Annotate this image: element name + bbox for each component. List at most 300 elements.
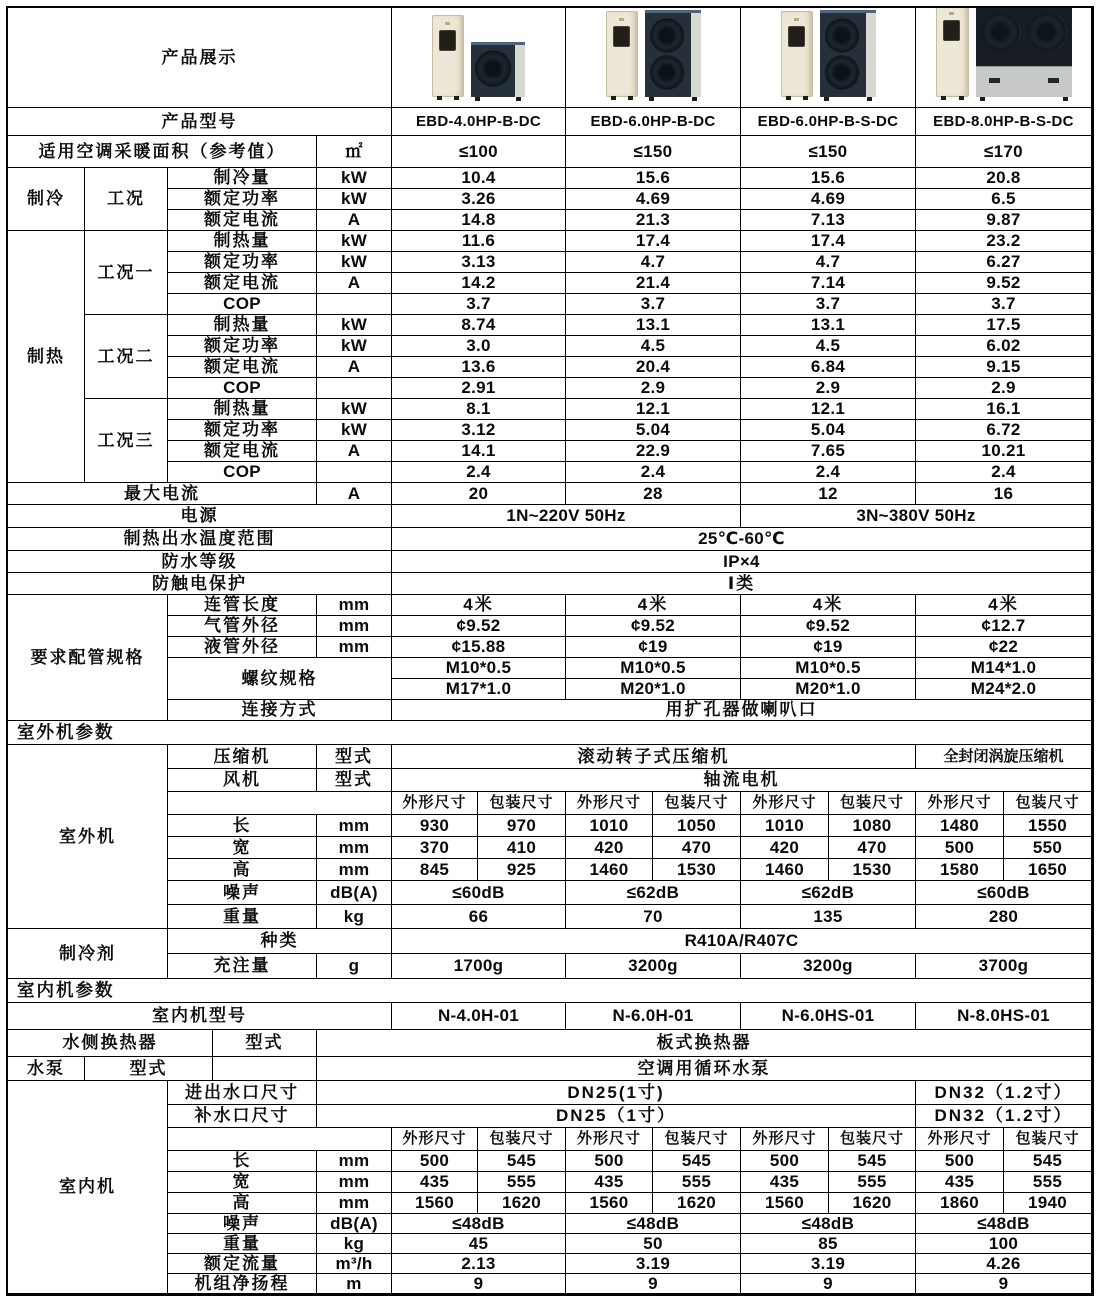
product-model-row-c5: EBD-4.0HP-B-DC — [392, 108, 566, 136]
pipe-port-icon — [989, 78, 1000, 83]
outdoor-height-row-c4: mm — [317, 859, 392, 881]
product-image-3 — [741, 8, 915, 107]
outdoor-width-row-c12: 550 — [1004, 837, 1092, 859]
gas-pipe-od-row-c11: ¢12.7 — [916, 616, 1092, 637]
indoor-noise-row-c11: ≤48dB — [916, 1214, 1092, 1234]
heating2-rated-power-row-c2: 额定功率 — [168, 336, 317, 357]
outdoor-length-row-c4: mm — [317, 815, 392, 837]
rated-flow-row-c11: 4.26 — [916, 1254, 1092, 1274]
heating1-rated-power-row-c7: 4.7 — [566, 252, 741, 273]
heating3-cop-row-c2: COP — [168, 462, 317, 483]
outdoor-width-row-c11: 500 — [916, 837, 1004, 859]
heating2-rated-current-row-c11: 9.15 — [916, 357, 1092, 378]
pump-head-row-c2: 机组净扬程 — [168, 1274, 317, 1294]
compressor-row-c5: 滚动转子式压缩机 — [392, 745, 916, 769]
heating1-rated-current-row-c4: A — [317, 273, 392, 294]
water-heat-exchanger-row-c0: 水侧换热器 — [8, 1030, 213, 1057]
heating3-rated-power-row-c7: 5.04 — [566, 420, 741, 441]
indoor-height-row-c8: 1620 — [653, 1193, 741, 1214]
heating1-rated-current-row-c9: 7.14 — [741, 273, 916, 294]
thread-spec-row-2-c5: M17*1.0 — [392, 679, 566, 700]
outdoor-width-row-c9: 420 — [741, 837, 829, 859]
indoor-weight-row-c7: 50 — [566, 1234, 741, 1254]
indoor-length-row-c11: 500 — [916, 1151, 1004, 1172]
heating1-cop-row-c11: 3.7 — [916, 294, 1092, 315]
heating1-capacity-row-c9: 17.4 — [741, 231, 916, 252]
product-model-row-c11: EBD-8.0HP-B-S-DC — [916, 108, 1092, 136]
heating3-cop-row-c11: 2.4 — [916, 462, 1092, 483]
indoor-length-row-c5: 500 — [392, 1151, 478, 1172]
heating2-rated-current-row-c9: 6.84 — [741, 357, 916, 378]
water-inlet-outlet-row-c2: 进出水口尺寸 — [168, 1081, 317, 1105]
indoor-dims-header-row-c11: 外形尺寸 — [916, 1128, 1004, 1151]
fan-motor-row-c5: 轴流电机 — [392, 769, 1092, 792]
outlet-water-temp-row-c5: 25℃-60℃ — [392, 528, 1092, 551]
heating2-capacity-row-c9: 13.1 — [741, 315, 916, 336]
cooling-capacity-row-c4: kW — [317, 168, 392, 189]
outdoor-weight-row-c2: 重量 — [168, 905, 317, 929]
fan-icon — [981, 12, 1021, 52]
heating3-capacity-row-c1: 工况三 — [85, 399, 168, 483]
outdoor-width-row-c8: 470 — [653, 837, 741, 859]
indoor-noise-row-c5: ≤48dB — [392, 1214, 566, 1234]
refrigerant-charge-row-c9: 3200g — [741, 954, 916, 979]
water-pump-row-c4: 空调用循环水泵 — [317, 1057, 1092, 1081]
outdoor-dims-header-row-c6: 包装尺寸 — [478, 792, 566, 815]
heating3-rated-current-row-c9: 7.65 — [741, 441, 916, 462]
indoor-unit-icon — [936, 8, 969, 97]
product-image-cell-4 — [916, 8, 1092, 108]
thread-spec-row-1-c2: 螺纹规格 — [168, 658, 392, 700]
max-current-row-c0: 最大电流 — [8, 483, 317, 505]
heating2-cop-row-c11: 2.9 — [916, 378, 1092, 399]
outdoor-height-row-c10: 1530 — [829, 859, 916, 881]
indoor-model-row-c9: N-6.0HS-01 — [741, 1003, 916, 1030]
outdoor-height-row-c2: 高 — [168, 859, 317, 881]
heating2-rated-power-row-c5: 3.0 — [392, 336, 566, 357]
heating1-capacity-row-c7: 17.4 — [566, 231, 741, 252]
indoor-dims-header-row-c8: 包装尺寸 — [653, 1128, 741, 1151]
water-pump-row-c1: 型式 — [85, 1057, 213, 1081]
outdoor-height-row-c5: 845 — [392, 859, 478, 881]
heating2-rated-power-row-c9: 4.5 — [741, 336, 916, 357]
product-model-label: 产品型号 — [8, 108, 392, 136]
outdoor-dims-header-row-c9: 外形尺寸 — [741, 792, 829, 815]
pump-head-row-c4: m — [317, 1274, 392, 1294]
heating3-cop-row-c5: 2.4 — [392, 462, 566, 483]
indoor-unit-icon — [606, 11, 638, 97]
cooling-rated-current-row-c7: 21.3 — [566, 210, 741, 231]
outdoor-unit-icon — [976, 8, 1072, 97]
product-image-cell-3 — [741, 8, 916, 108]
heating1-rated-power-row-c5: 3.13 — [392, 252, 566, 273]
cooling-rated-current-row-c5: 14.8 — [392, 210, 566, 231]
heating2-cop-row-c9: 2.9 — [741, 378, 916, 399]
waterproof-rating-row-c0: 防水等级 — [8, 551, 392, 573]
heating3-rated-power-row-c2: 额定功率 — [168, 420, 317, 441]
outdoor-length-row-c8: 1050 — [653, 815, 741, 837]
outdoor-noise-row-c4: dB(A) — [317, 881, 392, 905]
base-panel — [976, 66, 1072, 97]
display-panel-icon — [439, 30, 456, 51]
pipe-length-row-c2: 连管长度 — [168, 595, 317, 616]
shock-protection-row-c5: Ⅰ类 — [392, 573, 1092, 595]
outdoor-noise-row-c2: 噪声 — [168, 881, 317, 905]
heating-area-row-c0: 适用空调采暖面积（参考值） — [8, 136, 317, 168]
outdoor-width-row-c4: mm — [317, 837, 392, 859]
indoor-length-row-c7: 500 — [566, 1151, 653, 1172]
outdoor-unit-icon — [471, 42, 525, 97]
indoor-length-row-c10: 545 — [829, 1151, 916, 1172]
outdoor-width-row-c5: 370 — [392, 837, 478, 859]
outdoor-height-row-c9: 1460 — [741, 859, 829, 881]
heating-area-row-c4: ㎡ — [317, 136, 392, 168]
heating1-capacity-row-c11: 23.2 — [916, 231, 1092, 252]
indoor-height-row-c2: 高 — [168, 1193, 317, 1214]
pump-head-row-c9: 9 — [741, 1274, 916, 1294]
liquid-pipe-od-row-c9: ¢19 — [741, 637, 916, 658]
heating1-capacity-row-c2: 制热量 — [168, 231, 317, 252]
heating-area-row-c11: ≤170 — [916, 136, 1092, 168]
water-inlet-outlet-row-c11: DN32（1.2寸） — [916, 1081, 1092, 1105]
heating2-rated-current-row-c5: 13.6 — [392, 357, 566, 378]
heating1-rated-current-row-c2: 额定电流 — [168, 273, 317, 294]
heating3-rated-power-row-c4: kW — [317, 420, 392, 441]
max-current-row-c5: 20 — [392, 483, 566, 505]
indoor-unit-group-label: 室内机 — [8, 1081, 168, 1294]
outdoor-weight-row-c7: 70 — [566, 905, 741, 929]
indoor-noise-row-c4: dB(A) — [317, 1214, 392, 1234]
thread-spec-row-2-c9: M20*1.0 — [741, 679, 916, 700]
indoor-model-row-c7: N-6.0H-01 — [566, 1003, 741, 1030]
cooling-rated-current-row-c11: 9.87 — [916, 210, 1092, 231]
power-supply-row-c0: 电源 — [8, 505, 392, 528]
heating3-rated-power-row-c9: 5.04 — [741, 420, 916, 441]
outdoor-dims-header-row-c8: 包装尺寸 — [653, 792, 741, 815]
liquid-pipe-od-row-c11: ¢22 — [916, 637, 1092, 658]
product-model-row-c9: EBD-6.0HP-B-S-DC — [741, 108, 916, 136]
heating2-rated-power-row-c4: kW — [317, 336, 392, 357]
logo-mark-icon — [619, 18, 624, 21]
compressor-row-c4: 型式 — [317, 745, 392, 769]
heating3-rated-power-row-c11: 6.72 — [916, 420, 1092, 441]
max-current-row-c4: A — [317, 483, 392, 505]
outdoor-length-row-c10: 1080 — [829, 815, 916, 837]
refrigerant-charge-row-c2: 充注量 — [168, 954, 317, 979]
outdoor-unit-icon — [645, 10, 701, 97]
outdoor-dims-header-row-c10: 包装尺寸 — [829, 792, 916, 815]
cooling-rated-power-row-c7: 4.69 — [566, 189, 741, 210]
heating1-rated-power-row-c9: 4.7 — [741, 252, 916, 273]
outdoor-noise-row-c11: ≤60dB — [916, 881, 1092, 905]
product-model-row-c7: EBD-6.0HP-B-DC — [566, 108, 741, 136]
indoor-dims-header-row-c6: 包装尺寸 — [478, 1128, 566, 1151]
indoor-length-row-c9: 500 — [741, 1151, 829, 1172]
outdoor-height-row-c11: 1580 — [916, 859, 1004, 881]
display-panel-icon — [943, 20, 960, 41]
cooling-capacity-row-c7: 15.6 — [566, 168, 741, 189]
rated-flow-row-c9: 3.19 — [741, 1254, 916, 1274]
fan-icon — [650, 55, 685, 90]
heating3-rated-current-row-c5: 14.1 — [392, 441, 566, 462]
water-heat-exchanger-row-c4: 板式换热器 — [317, 1030, 1092, 1057]
indoor-section-title: 室内机参数 — [8, 979, 1092, 1003]
outdoor-length-row-c7: 1010 — [566, 815, 653, 837]
thread-spec-row-2-c11: M24*2.0 — [916, 679, 1092, 700]
liquid-pipe-od-row-c4: mm — [317, 637, 392, 658]
heating1-rated-current-row-c7: 21.4 — [566, 273, 741, 294]
outdoor-length-row-c12: 1550 — [1004, 815, 1092, 837]
cooling-rated-current-row-c2: 额定电流 — [168, 210, 317, 231]
outdoor-section-title: 室外机参数 — [8, 721, 1092, 745]
indoor-width-row-c8: 555 — [653, 1172, 741, 1193]
gas-pipe-od-row-c7: ¢9.52 — [566, 616, 741, 637]
indoor-length-row-c6: 545 — [478, 1151, 566, 1172]
logo-mark-icon — [445, 22, 450, 25]
max-current-row-c11: 16 — [916, 483, 1092, 505]
outdoor-length-row-c5: 930 — [392, 815, 478, 837]
indoor-dims-header-row-c5: 外形尺寸 — [392, 1128, 478, 1151]
water-heat-exchanger-row-c3: 型式 — [213, 1030, 317, 1057]
cooling-capacity-row-c2: 制冷量 — [168, 168, 317, 189]
indoor-width-row-c10: 555 — [829, 1172, 916, 1193]
indoor-dims-header-row-c2 — [168, 1128, 392, 1151]
outdoor-height-row-c12: 1650 — [1004, 859, 1092, 881]
heating1-rated-current-row-c5: 14.2 — [392, 273, 566, 294]
pipe-length-row-c5: 4米 — [392, 595, 566, 616]
indoor-dims-header-row-c12: 包装尺寸 — [1004, 1128, 1092, 1151]
heating1-capacity-row-c1: 工况一 — [85, 231, 168, 315]
product-image-2 — [566, 8, 740, 107]
heating2-cop-row-c4 — [317, 378, 392, 399]
gas-pipe-od-row-c5: ¢9.52 — [392, 616, 566, 637]
outdoor-noise-row-c9: ≤62dB — [741, 881, 916, 905]
fan-motor-row-c2: 风机 — [168, 769, 317, 792]
refrigerant-group-label: 制冷剂 — [8, 929, 168, 979]
thread-spec-row-1-c9: M10*0.5 — [741, 658, 916, 679]
heating2-cop-row-c2: COP — [168, 378, 317, 399]
thread-spec-row-1-c5: M10*0.5 — [392, 658, 566, 679]
gas-pipe-od-row-c9: ¢9.52 — [741, 616, 916, 637]
indoor-height-row-c7: 1560 — [566, 1193, 653, 1214]
cooling-capacity-row-c9: 15.6 — [741, 168, 916, 189]
indoor-model-row-c0: 室内机型号 — [8, 1003, 392, 1030]
outdoor-dims-header-row-c7: 外形尺寸 — [566, 792, 653, 815]
indoor-unit-icon — [432, 15, 464, 97]
outdoor-noise-row-c7: ≤62dB — [566, 881, 741, 905]
refrigerant-charge-row-c7: 3200g — [566, 954, 741, 979]
heating1-rated-power-row-c2: 额定功率 — [168, 252, 317, 273]
display-panel-icon — [613, 26, 630, 47]
fan-motor-row-c4: 型式 — [317, 769, 392, 792]
connection-method-row-c2: 连接方式 — [168, 700, 392, 721]
heating3-rated-current-row-c2: 额定电流 — [168, 441, 317, 462]
compressor-row-c11: 全封闭涡旋压缩机 — [916, 745, 1092, 769]
outdoor-weight-row-c9: 135 — [741, 905, 916, 929]
pipe-port-icon — [1048, 78, 1059, 83]
outdoor-height-row-c7: 1460 — [566, 859, 653, 881]
cooling-rated-current-row-c4: A — [317, 210, 392, 231]
indoor-length-row-c4: mm — [317, 1151, 392, 1172]
max-current-row-c7: 28 — [566, 483, 741, 505]
fan-icon — [650, 18, 685, 53]
refrigerant-charge-row-c4: g — [317, 954, 392, 979]
product-image-cell-1 — [392, 8, 566, 108]
outdoor-unit-group-label: 室外机 — [8, 745, 168, 929]
outdoor-weight-row-c5: 66 — [392, 905, 566, 929]
indoor-weight-row-c2: 重量 — [168, 1234, 317, 1254]
pipe-spec-group-label: 要求配管规格 — [8, 595, 168, 721]
indoor-width-row-c11: 435 — [916, 1172, 1004, 1193]
heating3-cop-row-c9: 2.4 — [741, 462, 916, 483]
indoor-width-row-c6: 555 — [478, 1172, 566, 1193]
outdoor-length-row-c9: 1010 — [741, 815, 829, 837]
cooling-rated-power-row-c9: 4.69 — [741, 189, 916, 210]
heating2-capacity-row-c7: 13.1 — [566, 315, 741, 336]
outdoor-length-row-c11: 1480 — [916, 815, 1004, 837]
outdoor-height-row-c6: 925 — [478, 859, 566, 881]
heating3-rated-power-row-c5: 3.12 — [392, 420, 566, 441]
fan-icon — [825, 55, 860, 90]
outdoor-width-row-c6: 410 — [478, 837, 566, 859]
outdoor-length-row-c6: 970 — [478, 815, 566, 837]
indoor-height-row-c10: 1620 — [829, 1193, 916, 1214]
heating3-capacity-row-c7: 12.1 — [566, 399, 741, 420]
pump-head-row-c7: 9 — [566, 1274, 741, 1294]
water-pump-row-c0: 水泵 — [8, 1057, 85, 1081]
compressor-row-c2: 压缩机 — [168, 745, 317, 769]
heating2-capacity-row-c1: 工况二 — [85, 315, 168, 399]
indoor-width-row-c12: 555 — [1004, 1172, 1092, 1193]
cooling-rated-power-row-c2: 额定功率 — [168, 189, 317, 210]
refrigerant-charge-row-c5: 1700g — [392, 954, 566, 979]
indoor-dims-header-row-c7: 外形尺寸 — [566, 1128, 653, 1151]
heating2-cop-row-c7: 2.9 — [566, 378, 741, 399]
pump-head-row-c11: 9 — [916, 1274, 1092, 1294]
thread-spec-row-1-c11: M14*1.0 — [916, 658, 1092, 679]
indoor-height-row-c4: mm — [317, 1193, 392, 1214]
indoor-height-row-c11: 1860 — [916, 1193, 1004, 1214]
pipe-length-row-c4: mm — [317, 595, 392, 616]
indoor-height-row-c12: 1940 — [1004, 1193, 1092, 1214]
indoor-height-row-c9: 1560 — [741, 1193, 829, 1214]
refrigerant-charge-row-c11: 3700g — [916, 954, 1092, 979]
outdoor-height-row-c8: 1530 — [653, 859, 741, 881]
indoor-height-row-c6: 1620 — [478, 1193, 566, 1214]
heating3-capacity-row-c2: 制热量 — [168, 399, 317, 420]
heating2-rated-current-row-c4: A — [317, 357, 392, 378]
indoor-weight-row-c4: kg — [317, 1234, 392, 1254]
water-refill-row-c4: DN25（1寸） — [317, 1105, 916, 1128]
indoor-unit-icon — [781, 11, 813, 97]
outdoor-width-row-c2: 宽 — [168, 837, 317, 859]
outdoor-dims-header-row-c5: 外形尺寸 — [392, 792, 478, 815]
water-refill-row-c2: 补水口尺寸 — [168, 1105, 317, 1128]
heating1-capacity-row-c5: 11.6 — [392, 231, 566, 252]
product-display-label: 产品展示 — [8, 8, 392, 108]
heating3-capacity-row-c11: 16.1 — [916, 399, 1092, 420]
water-refill-row-c11: DN32（1.2寸） — [916, 1105, 1092, 1128]
outdoor-width-row-c7: 420 — [566, 837, 653, 859]
product-image-1 — [392, 8, 565, 107]
refrigerant-type-row-c2: 种类 — [168, 929, 392, 954]
heating2-capacity-row-c4: kW — [317, 315, 392, 336]
cooling-capacity-row-c1: 工况 — [85, 168, 168, 231]
pipe-length-row-c7: 4米 — [566, 595, 741, 616]
indoor-height-row-c5: 1560 — [392, 1193, 478, 1214]
indoor-length-row-c12: 545 — [1004, 1151, 1092, 1172]
power-supply-row-c5: 1N~220V 50Hz — [392, 505, 741, 528]
outdoor-weight-row-c11: 280 — [916, 905, 1092, 929]
indoor-width-row-c4: mm — [317, 1172, 392, 1193]
indoor-dims-header-row-c10: 包装尺寸 — [829, 1128, 916, 1151]
heating1-rated-current-row-c11: 9.52 — [916, 273, 1092, 294]
heating2-rated-current-row-c7: 20.4 — [566, 357, 741, 378]
heating3-capacity-row-c4: kW — [317, 399, 392, 420]
heating1-cop-row-c4 — [317, 294, 392, 315]
cooling-rated-power-row-c5: 3.26 — [392, 189, 566, 210]
indoor-width-row-c7: 435 — [566, 1172, 653, 1193]
cooling-capacity-row-c5: 10.4 — [392, 168, 566, 189]
indoor-weight-row-c5: 45 — [392, 1234, 566, 1254]
refrigerant-type-row-c5: R410A/R407C — [392, 929, 1092, 954]
heating-area-row-c7: ≤150 — [566, 136, 741, 168]
indoor-noise-row-c2: 噪声 — [168, 1214, 317, 1234]
indoor-width-row-c9: 435 — [741, 1172, 829, 1193]
indoor-weight-row-c11: 100 — [916, 1234, 1092, 1254]
heating2-rated-power-row-c7: 4.5 — [566, 336, 741, 357]
heating1-capacity-row-c4: kW — [317, 231, 392, 252]
heating-area-row-c5: ≤100 — [392, 136, 566, 168]
outdoor-weight-row-c4: kg — [317, 905, 392, 929]
waterproof-rating-row-c5: IP×4 — [392, 551, 1092, 573]
heating1-cop-row-c5: 3.7 — [392, 294, 566, 315]
heating2-cop-row-c5: 2.91 — [392, 378, 566, 399]
water-inlet-outlet-row-c4: DN25(1寸) — [317, 1081, 916, 1105]
fan-icon — [475, 50, 512, 87]
thread-spec-row-2-c7: M20*1.0 — [566, 679, 741, 700]
indoor-length-row-c8: 545 — [653, 1151, 741, 1172]
indoor-dims-header-row-c9: 外形尺寸 — [741, 1128, 829, 1151]
indoor-model-row-c11: N-8.0HS-01 — [916, 1003, 1092, 1030]
thread-spec-row-1-c7: M10*0.5 — [566, 658, 741, 679]
display-panel-icon — [788, 26, 805, 47]
power-supply-row-c9: 3N~380V 50Hz — [741, 505, 1092, 528]
heating2-capacity-row-c11: 17.5 — [916, 315, 1092, 336]
heating3-rated-current-row-c7: 22.9 — [566, 441, 741, 462]
rated-flow-row-c7: 3.19 — [566, 1254, 741, 1274]
cooling-capacity-row-c0: 制冷 — [8, 168, 85, 231]
indoor-weight-row-c9: 85 — [741, 1234, 916, 1254]
heating2-capacity-row-c5: 8.74 — [392, 315, 566, 336]
indoor-width-row-c2: 宽 — [168, 1172, 317, 1193]
water-pump-row-c3 — [213, 1057, 317, 1081]
pump-head-row-c5: 9 — [392, 1274, 566, 1294]
shock-protection-row-c0: 防触电保护 — [8, 573, 392, 595]
heating1-rated-power-row-c4: kW — [317, 252, 392, 273]
heating3-rated-current-row-c4: A — [317, 441, 392, 462]
max-current-row-c9: 12 — [741, 483, 916, 505]
connection-method-row-c5: 用扩孔器做喇叭口 — [392, 700, 1092, 721]
heating1-capacity-row-c0: 制热 — [8, 231, 85, 483]
outdoor-noise-row-c5: ≤60dB — [392, 881, 566, 905]
outdoor-dims-header-row-c2 — [168, 792, 392, 815]
gas-pipe-od-row-c2: 气管外径 — [168, 616, 317, 637]
heating1-cop-row-c7: 3.7 — [566, 294, 741, 315]
heating3-cop-row-c7: 2.4 — [566, 462, 741, 483]
liquid-pipe-od-row-c2: 液管外径 — [168, 637, 317, 658]
fan-icon — [1027, 12, 1067, 52]
